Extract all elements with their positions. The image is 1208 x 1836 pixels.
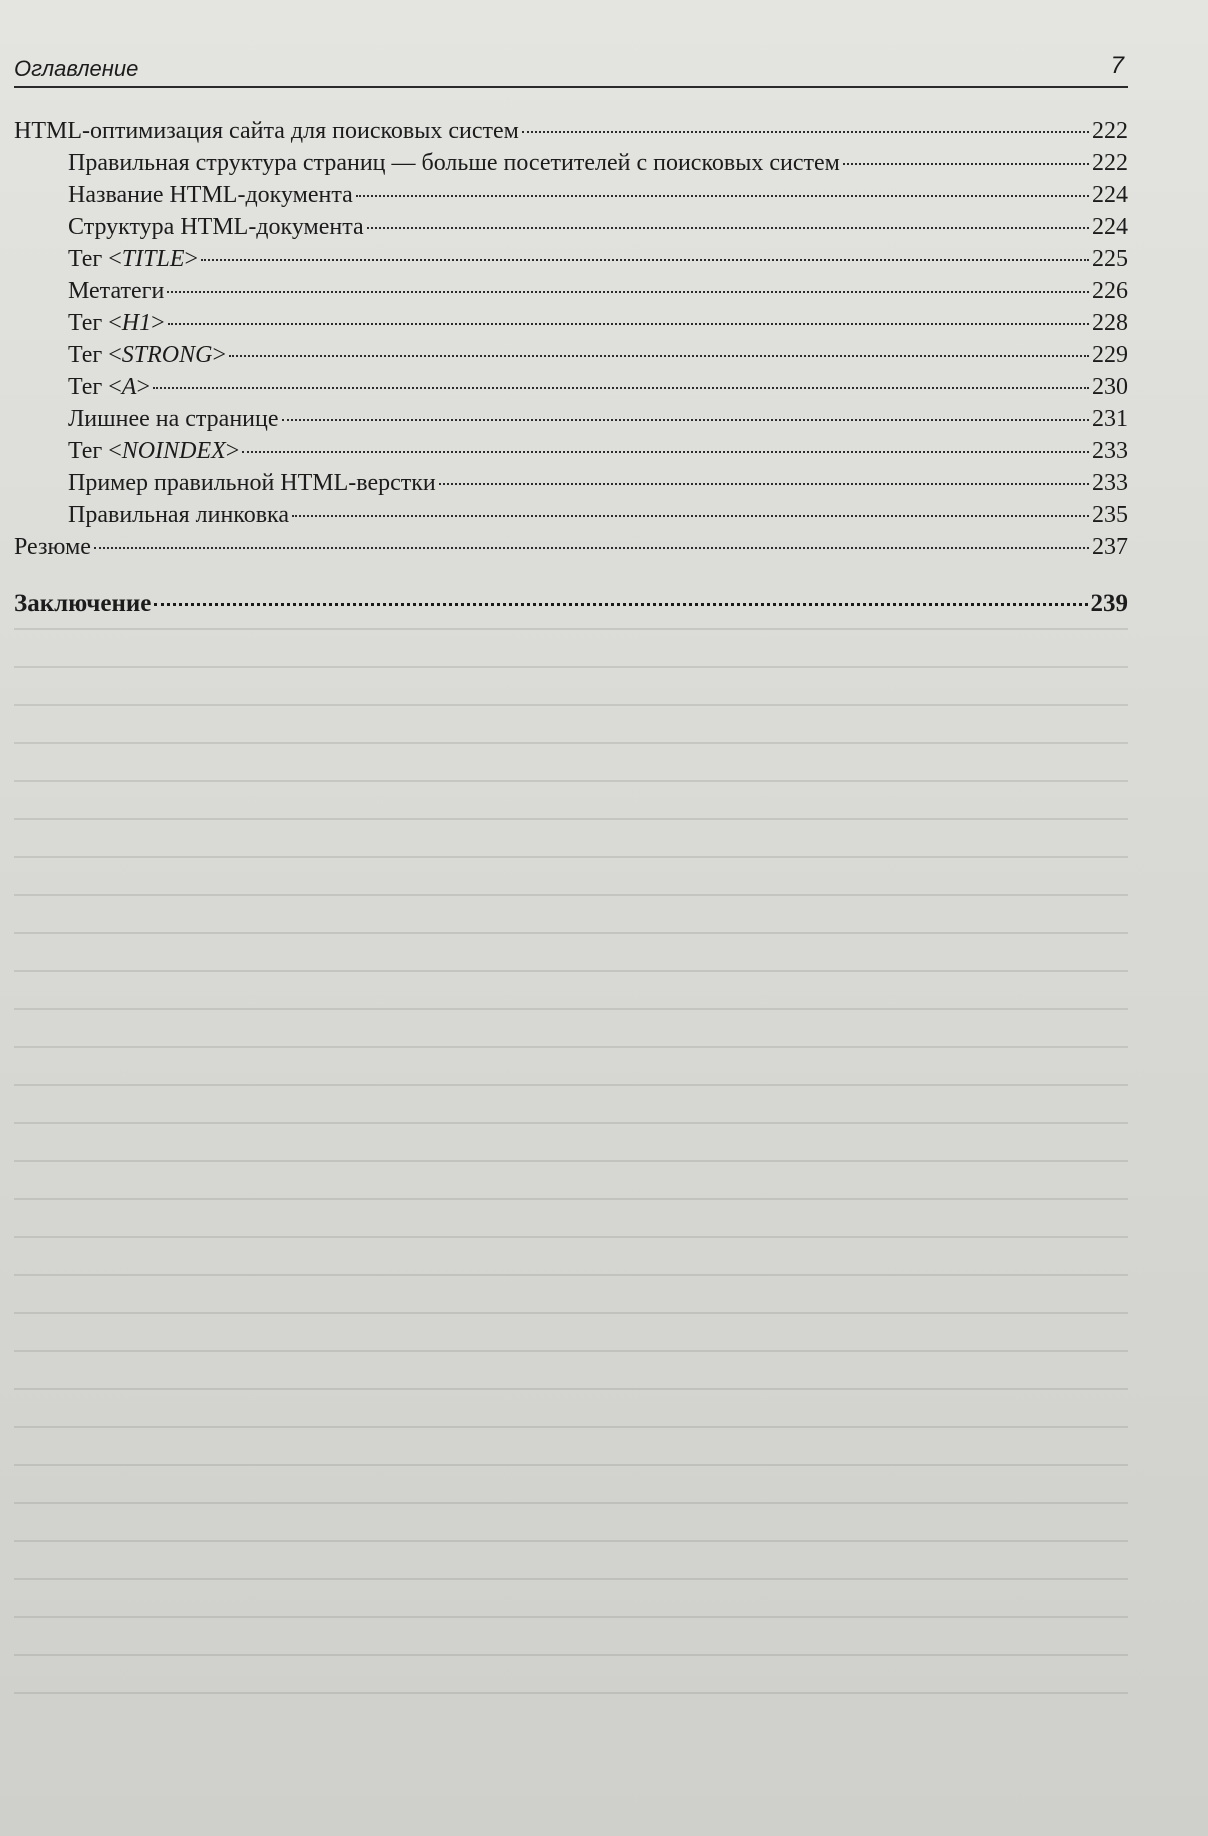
toc-entry-page: 225 [1092,246,1128,272]
dot-leader [153,387,1089,389]
toc-entry-title [68,278,164,305]
toc-entry-title-suffix: > [151,310,165,336]
toc-entry-title-prefix: Тег < [68,342,122,368]
toc-entry-page: 239 [1090,590,1128,617]
toc-entry [14,406,1128,438]
toc-entry [14,470,1128,502]
toc-entry-title-suffix: > [136,374,150,400]
toc-entry-page: 224 [1092,214,1128,240]
toc-entry-title [14,534,91,561]
running-header [14,52,1128,88]
toc-entry [14,438,1128,470]
toc-entry [14,150,1128,182]
toc-entry-title-prefix: Тег < [68,246,122,272]
toc-entry-tag-name: A [121,374,137,400]
dot-leader [167,291,1089,293]
dot-leader [168,323,1089,325]
toc-entry [14,342,1128,374]
dot-leader [292,515,1089,517]
toc-entry-tag-name: NOINDEX [121,438,226,464]
toc-entry [14,534,1128,566]
dot-leader [356,195,1089,197]
toc-entry-title-prefix: Метатеги [68,278,165,304]
toc-entry-title-suffix: > [212,342,227,368]
toc-entry-title-prefix: Название HTML-документа [68,182,353,208]
toc-entry [14,502,1128,534]
dot-leader [229,355,1089,357]
toc-entry-title [68,470,436,497]
toc-entry-title-prefix: Тег < [68,310,122,336]
toc-entry-title-prefix: Пример правильной HTML-верстки [68,470,436,496]
bleed-through-text [14,600,1128,1700]
toc-entry [14,214,1128,246]
toc-entry-title-prefix: Правильная линковка [68,502,290,528]
toc-entry-title-prefix: Правильная структура страниц — больше посетителей с поисковых систем [68,150,840,176]
toc-entry-title [68,182,353,209]
toc-entry-title [68,406,279,433]
toc-entry-title [68,438,239,465]
header-title: Оглавление [14,56,139,81]
toc-entry-page: 231 [1092,406,1128,432]
toc-entry-title [14,590,151,618]
toc-entry [14,374,1128,406]
toc-entry-title [68,246,198,273]
toc-entry-title-prefix: HTML-оптимизация сайта для поисковых систем [14,118,519,144]
toc-entry-page: 222 [1092,118,1128,144]
toc-entry [14,246,1128,278]
toc-entry-title [14,118,519,145]
toc-entry-title [68,310,165,337]
dot-leader [201,259,1089,261]
toc-entry-title [68,214,364,241]
toc-entry-page: 233 [1092,470,1128,496]
dot-leader [94,547,1089,549]
toc-entry-title-prefix: Лишнее на странице [68,406,279,432]
toc-entry-page: 237 [1092,534,1128,560]
toc-entry-title [68,502,289,529]
toc-entry-title [68,374,150,401]
toc-entry-title-suffix: > [184,246,199,272]
toc-entry-title-prefix: Тег < [68,374,122,400]
toc-entry-page: 226 [1092,278,1128,304]
table-of-contents [14,118,1128,622]
toc-entry-title-prefix: Тег < [68,438,122,464]
header-page-number: 7 [1110,52,1124,79]
dot-leader [843,163,1089,165]
toc-entry [14,278,1128,310]
toc-entry-tag-name: H1 [121,310,152,336]
toc-entry-title-prefix: Резюме [14,534,91,560]
toc-entry-page: 222 [1092,150,1128,176]
dot-leader [522,131,1089,133]
toc-entry-title-prefix: Заключение [14,590,152,617]
toc-entry [14,182,1128,214]
toc-entry-page: 235 [1092,502,1128,528]
toc-entry-page: 224 [1092,182,1128,208]
toc-entry [14,590,1128,622]
toc-entry-title-suffix: > [225,438,240,464]
toc-entry-page: 228 [1092,310,1128,336]
dot-leader [367,227,1089,229]
toc-entry-page: 230 [1092,374,1128,400]
toc-entry [14,118,1128,150]
toc-entry-title-prefix: Структура HTML-документа [68,214,364,240]
dot-leader [282,419,1089,421]
toc-entry-tag-name: TITLE [121,246,185,272]
toc-entry [14,310,1128,342]
dot-leader [439,483,1089,485]
toc-entry-title [68,150,840,177]
toc-entry-tag-name: STRONG [121,342,213,368]
toc-entry-title [68,342,226,369]
dot-leader [242,451,1089,453]
dot-leader [154,603,1087,606]
toc-entry-page: 233 [1092,438,1128,464]
toc-entry-page: 229 [1092,342,1128,368]
